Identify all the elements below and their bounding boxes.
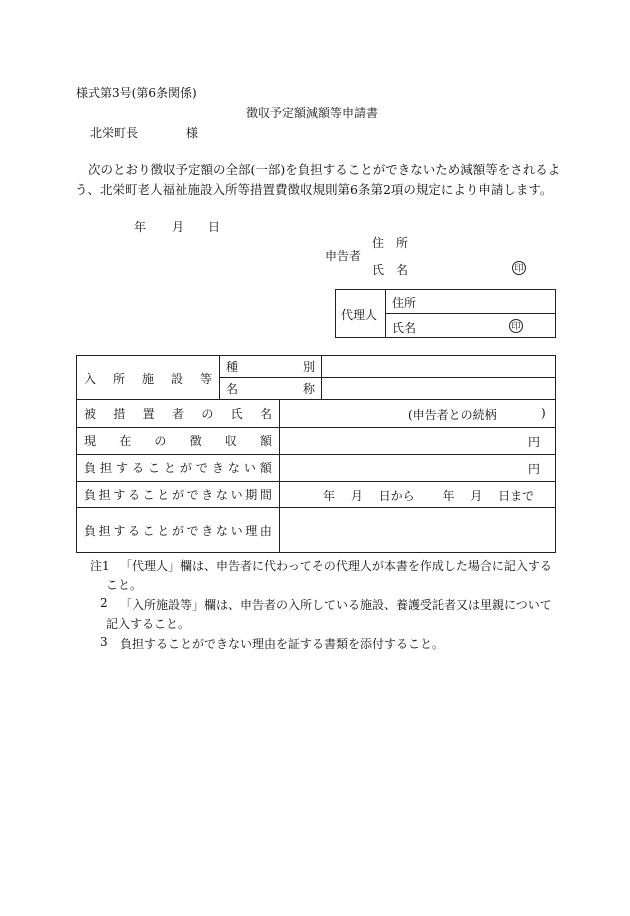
note-1-line-2: こと。 bbox=[106, 578, 143, 592]
unable-period-text: 年 月 日から 年 月 日まで bbox=[323, 489, 535, 503]
applicant-label: 申告者 bbox=[325, 249, 362, 263]
applicant-name-label-2: 名 bbox=[396, 263, 409, 277]
relationship-label: (申告者との続柄 bbox=[408, 408, 497, 422]
person-name-label: 被 措 置 者 の 氏 名 bbox=[84, 407, 272, 421]
note-2-line-1: 「入所施設等」欄は、申告者の入所している施設、養護受託者又は里親について bbox=[120, 598, 552, 612]
intro-line-2: う、北栄町老人福祉施設入所等措置費徴収規則第6条第2項の規定により申請します。 bbox=[75, 182, 553, 197]
unable-amount-yen: 円 bbox=[528, 462, 541, 476]
facility-name-label: 名 称 bbox=[226, 382, 315, 396]
unable-reason-label: 負 担 す る こ と が で き な い 理 由 bbox=[84, 523, 272, 538]
facility-label: 入 所 施 設 等 bbox=[84, 371, 212, 386]
applicant-name-label-1: 氏 bbox=[372, 263, 385, 277]
facility-type-label: 種 別 bbox=[226, 360, 315, 374]
note-3-line-1: 負担することができない理由を証する書類を添付すること。 bbox=[120, 637, 445, 651]
intro-line-1: 次のとおり徴収予定額の全部(一部)を負担することができないため減額等をされるよ bbox=[88, 162, 561, 177]
date-day: 日 bbox=[208, 220, 221, 234]
agent-label: 代理人 bbox=[341, 308, 378, 322]
agent-name-label: 氏名 bbox=[392, 321, 417, 335]
current-amount-label: 現 在 の 徴 収 額 bbox=[84, 434, 272, 448]
relationship-close: ) bbox=[541, 406, 546, 420]
applicant-seal-icon: 印 bbox=[512, 261, 526, 275]
note-1-line-1: 「代理人」欄は、申告者に代わってその代理人が本書を作成した場合に記入する bbox=[120, 559, 552, 573]
agent-address-label: 住所 bbox=[392, 296, 417, 310]
note-2-number: 2 bbox=[100, 596, 108, 610]
date-month: 月 bbox=[172, 220, 185, 234]
date-year: 年 bbox=[134, 220, 147, 234]
agent-seal-icon: 印 bbox=[509, 319, 523, 333]
note-2-line-2: 記入すること。 bbox=[106, 617, 191, 631]
addressee-name: 北栄町長 bbox=[90, 126, 139, 140]
note-1-number: 注1 bbox=[90, 559, 110, 573]
document-title: 徴収予定額減額等申請書 bbox=[246, 106, 379, 120]
addressee-honorific: 様 bbox=[186, 126, 199, 140]
applicant-address-label-1: 住 bbox=[372, 236, 385, 250]
unable-amount-label: 負 担 す る こ と が で き な い 額 bbox=[84, 461, 272, 475]
form-number: 様式第3号(第6条関係) bbox=[76, 86, 197, 100]
applicant-address-label-2: 所 bbox=[396, 236, 409, 250]
unable-period-label: 負 担 す る こ と が で き な い 期 間 bbox=[84, 487, 272, 502]
current-amount-yen: 円 bbox=[528, 435, 541, 449]
note-3-number: 3 bbox=[100, 635, 108, 649]
